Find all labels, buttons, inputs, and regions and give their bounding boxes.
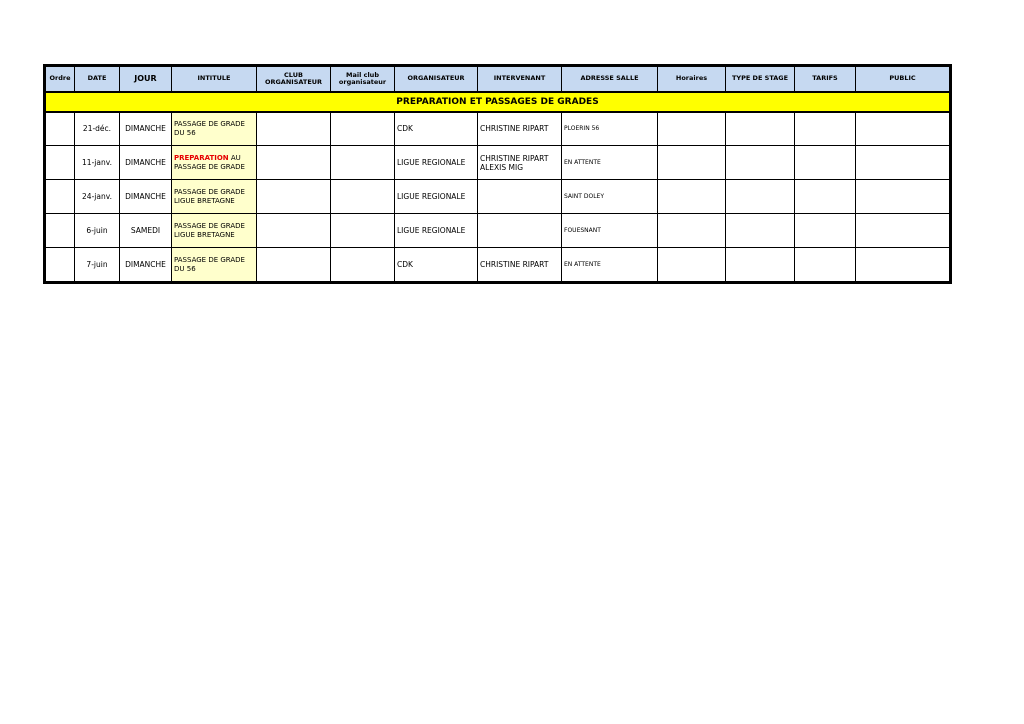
schedule-table: [45, 66, 950, 282]
cell-adresse-salle: SAINT DOLEY: [562, 180, 658, 214]
cell-ordre: [46, 180, 75, 214]
cell-organisateur: LIGUE REGIONALE: [395, 214, 478, 248]
cell-adresse-salle: FOUESNANT: [562, 214, 658, 248]
header-horaires: Horaires: [658, 67, 726, 92]
cell-tarifs: [795, 112, 856, 146]
header-row: [46, 67, 950, 92]
cell-mail-club: [331, 146, 395, 180]
header-jour: JOUR: [120, 67, 172, 92]
intervenant-line1: CHRISTINE RIPART: [480, 124, 549, 134]
cell-jour: DIMANCHE: [120, 112, 172, 146]
cell-tarifs: [795, 248, 856, 282]
cell-organisateur: LIGUE REGIONALE: [395, 180, 478, 214]
cell-date: 7-juin: [75, 248, 120, 282]
intitule-highlight: PREPARATION: [174, 153, 229, 162]
intitule-text1: AU: [228, 153, 241, 162]
cell-public: [856, 214, 950, 248]
cell-jour: DIMANCHE: [120, 146, 172, 180]
header-ordre: Ordre: [46, 67, 75, 92]
cell-type-stage: [726, 214, 795, 248]
header-organisateur: ORGANISATEUR: [395, 67, 478, 92]
table-row: [46, 214, 950, 248]
cell-organisateur: LIGUE REGIONALE: [395, 146, 478, 180]
cell-club-organisateur: [257, 214, 331, 248]
cell-horaires: [658, 112, 726, 146]
intitule-line1: [174, 256, 256, 265]
intitule-line2: LIGUE BRETAGNE: [174, 230, 235, 239]
cell-jour: DIMANCHE: [120, 248, 172, 282]
cell-horaires: [658, 146, 726, 180]
table-row: [46, 180, 950, 214]
intitule-text1: PASSAGE DE GRADE: [174, 187, 245, 196]
cell-mail-club: [331, 214, 395, 248]
header-public: PUBLIC: [856, 67, 950, 92]
cell-public: [856, 112, 950, 146]
schedule-sheet: [45, 66, 950, 282]
cell-type-stage: [726, 146, 795, 180]
intitule-line1: [174, 154, 256, 163]
cell-adresse-salle: PLOERIN 56: [562, 112, 658, 146]
cell-tarifs: [795, 146, 856, 180]
cell-jour: DIMANCHE: [120, 180, 172, 214]
cell-tarifs: [795, 214, 856, 248]
cell-type-stage: [726, 112, 795, 146]
header-mail-line2: organisateur: [338, 77, 387, 86]
cell-club-organisateur: [257, 248, 331, 282]
cell-mail-club: [331, 112, 395, 146]
intitule-line1: [174, 120, 256, 129]
cell-public: [856, 146, 950, 180]
cell-mail-club: [331, 248, 395, 282]
cell-date: 11-janv.: [75, 146, 120, 180]
cell-public: [856, 180, 950, 214]
intitule-text1: PASSAGE DE GRADE: [174, 119, 245, 128]
cell-organisateur: CDK: [395, 112, 478, 146]
cell-intervenant: [478, 112, 562, 146]
cell-date: 24-janv.: [75, 180, 120, 214]
cell-intitule: [172, 112, 257, 146]
cell-type-stage: [726, 248, 795, 282]
cell-public: [856, 248, 950, 282]
table-row: [46, 146, 950, 180]
cell-intitule: [172, 146, 257, 180]
section-row: [46, 92, 950, 112]
header-mail-club: [331, 67, 395, 92]
cell-club-organisateur: [257, 112, 331, 146]
cell-intervenant: [478, 180, 562, 214]
cell-jour: SAMEDI: [120, 214, 172, 248]
intervenant-line2: ALEXIS MIG: [480, 162, 524, 172]
cell-intitule: [172, 214, 257, 248]
intitule-text1: PASSAGE DE GRADE: [174, 255, 245, 264]
intitule-line2: DU 56: [174, 128, 196, 137]
cell-adresse-salle: EN ATTENTE: [562, 146, 658, 180]
cell-intitule: [172, 248, 257, 282]
header-intitule: INTITULE: [172, 67, 257, 92]
header-type-stage: TYPE DE STAGE: [726, 67, 795, 92]
cell-date: 21-déc.: [75, 112, 120, 146]
header-date: DATE: [75, 67, 120, 92]
cell-intervenant: [478, 146, 562, 180]
intitule-line1: [174, 188, 256, 197]
intitule-text1: PASSAGE DE GRADE: [174, 221, 245, 230]
intervenant-line1: CHRISTINE RIPART: [480, 153, 549, 163]
cell-ordre: [46, 112, 75, 146]
header-mail-line1: Mail club: [346, 70, 379, 79]
cell-horaires: [658, 214, 726, 248]
header-intervenant: INTERVENANT: [478, 67, 562, 92]
header-club-organisateur: [257, 67, 331, 92]
cell-intervenant: [478, 214, 562, 248]
cell-club-organisateur: [257, 146, 331, 180]
intervenant-line1: CHRISTINE RIPART: [480, 260, 549, 269]
cell-type-stage: [726, 180, 795, 214]
section-title: PREPARATION ET PASSAGES DE GRADES: [46, 92, 950, 112]
cell-adresse-salle: EN ATTENTE: [562, 248, 658, 282]
cell-club-organisateur: [257, 180, 331, 214]
cell-ordre: [46, 146, 75, 180]
intitule-line2: DU 56: [174, 264, 196, 273]
cell-date: 6-juin: [75, 214, 120, 248]
cell-organisateur: CDK: [395, 248, 478, 282]
cell-tarifs: [795, 180, 856, 214]
table-row: [46, 112, 950, 146]
cell-horaires: [658, 248, 726, 282]
header-adresse-salle: ADRESSE SALLE: [562, 67, 658, 92]
header-club-line1: CLUB: [284, 70, 303, 79]
cell-mail-club: [331, 180, 395, 214]
intitule-line1: [174, 222, 256, 231]
intitule-line2: LIGUE BRETAGNE: [174, 196, 235, 205]
cell-ordre: [46, 248, 75, 282]
header-club-line2: ORGANISATEUR: [264, 77, 323, 86]
intitule-line2: PASSAGE DE GRADE: [174, 162, 245, 171]
cell-intervenant: [478, 248, 562, 282]
cell-intitule: [172, 180, 257, 214]
table-row: [46, 248, 950, 282]
cell-ordre: [46, 214, 75, 248]
cell-horaires: [658, 180, 726, 214]
header-tarifs: TARIFS: [795, 67, 856, 92]
